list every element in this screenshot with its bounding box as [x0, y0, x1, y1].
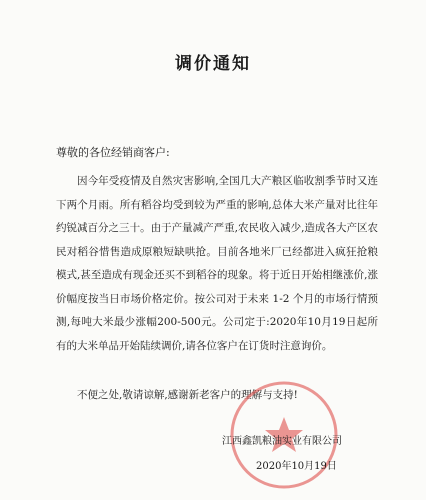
company-name: 江西鑫凯粮油实业有限公司 — [222, 436, 342, 447]
notice-title: 调价通知 — [175, 54, 251, 74]
body-paragraph: 因今年受疫情及自然灾害影响,全国几大产粮区临收割季节时又连下两个月雨。所有稻谷均受到较为严重的影响,总体大米产量对比往年约锐减百分之三十。由于产量减产严重,农民收入减少,造成各大产区农民对稻谷惜售造成原粮短缺哄抢。目前各地米厂已经都进入疯狂抢粮模式,甚至造成有现金还买不到稻谷的现象。将于近日开始相继涨价,涨价幅度按当日市场价格定价。按公司对于未来 1-2 个月的市场行情预测,每吨大米最少涨幅200-500元。公司定于:2020年10月19日起所有的大米单品开始陆续调价,请各位客户在订货时注意询价。 — [56, 175, 378, 352]
notice-date: 2020年10月19日 — [256, 461, 337, 472]
greeting: 尊敬的各位经销商客户: — [56, 146, 170, 159]
notice-body — [56, 170, 378, 358]
closing-line: 不便之处,敬请谅解,感谢新老客户的理解与支持! — [77, 389, 298, 401]
